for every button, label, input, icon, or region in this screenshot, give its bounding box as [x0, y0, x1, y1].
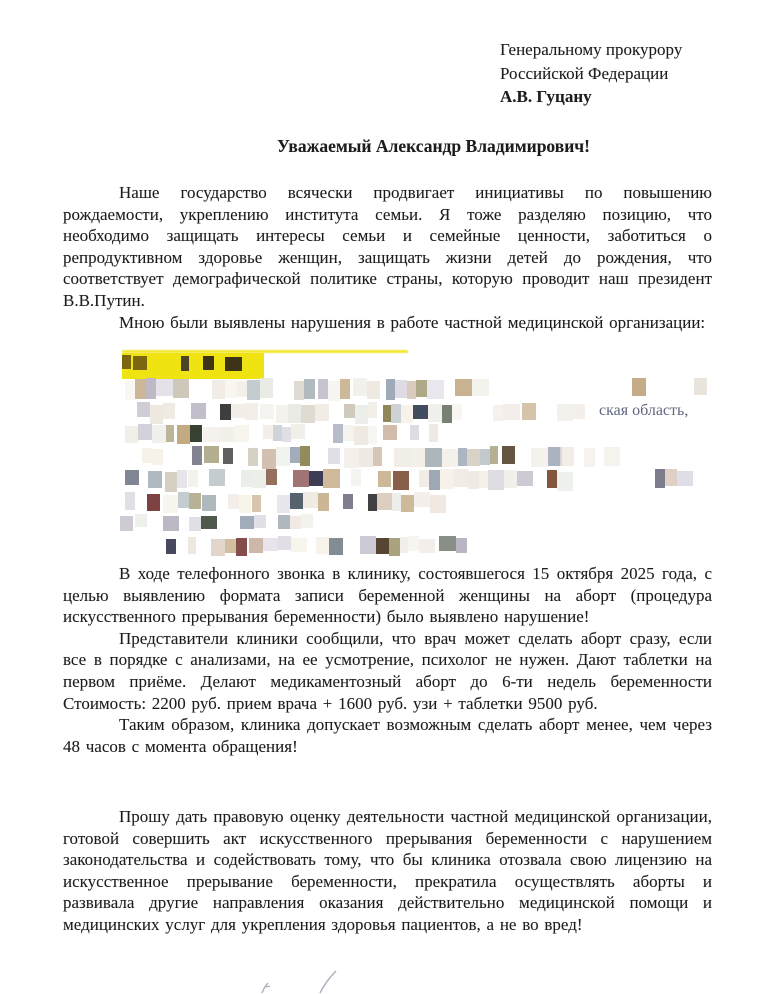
paragraph-48-hours: Таким образом, клиника допускает возможным сделать аборт менее, чем через 48 часов с момента обращения!	[63, 715, 712, 756]
recipient-line-1: Генеральному прокурору	[500, 40, 683, 59]
body-block-2	[63, 563, 712, 757]
body-block-1	[63, 182, 712, 333]
paragraph-phone-call: В ходе телефонного звонка в клинику, состоявшегося 15 октября 2025 года, с целью выявлению формата записи беременной женщины на аборт (процедура искусственного прерывания беременности) было выявлено нарушение!	[63, 564, 712, 627]
body-block-3	[63, 806, 712, 936]
recipient-line-2: Российской Федерации	[500, 63, 669, 83]
paragraph-clinic-statement: Представители клиники сообщили, что врач может сделать аборт сразу, если все в порядке с анализами, на ее усмотрение, психолог не нужен. Дают таблетки на первом приёме. Делают медикаментозный аборт до 6-ти недель беременности Стоимость: 2200 руб. прием врача + 1600 руб. узи + таблетки 9500 руб.	[63, 628, 712, 713]
region-name-fragment: ская область,	[599, 402, 689, 419]
recipient-block	[500, 38, 682, 109]
signature-stroke	[240, 963, 350, 994]
paragraph-request: Прошу дать правовую оценку деятельности частной медицинской организации, готовой совершить акт искусственного прерывания беременности с нарушением законодательства и содействовать тому, что бы клиника отозвала свою лицензию на искусственное прерывание беременности, прекратила осуществлять аборты и развивала другие направления оказания действительно медицинской помощи и медицинских услуг для укрепления здоровья пациентов, а не во вред!	[63, 807, 712, 934]
recipient-name: А.В. Гуцану	[500, 87, 592, 106]
salutation: Уважаемый Александр Владимирович!	[277, 136, 590, 156]
paragraph-violations-found: Мною были выявлены нарушения в работе частной медицинской организации:	[119, 312, 706, 332]
paragraph-state-policy: Наше государство всячески продвигает инициативы по повышению рождаемости, укреплению института семьи. Я тоже разделяю позицию, что необходимо защищать интересы семьи и семейные ценности, заботиться о репродуктивном здоровье женщин, защищать жизни детей до рождения, что соответствует демографической политике страны, которую проводит наш президент В.В.Путин.	[63, 183, 712, 310]
